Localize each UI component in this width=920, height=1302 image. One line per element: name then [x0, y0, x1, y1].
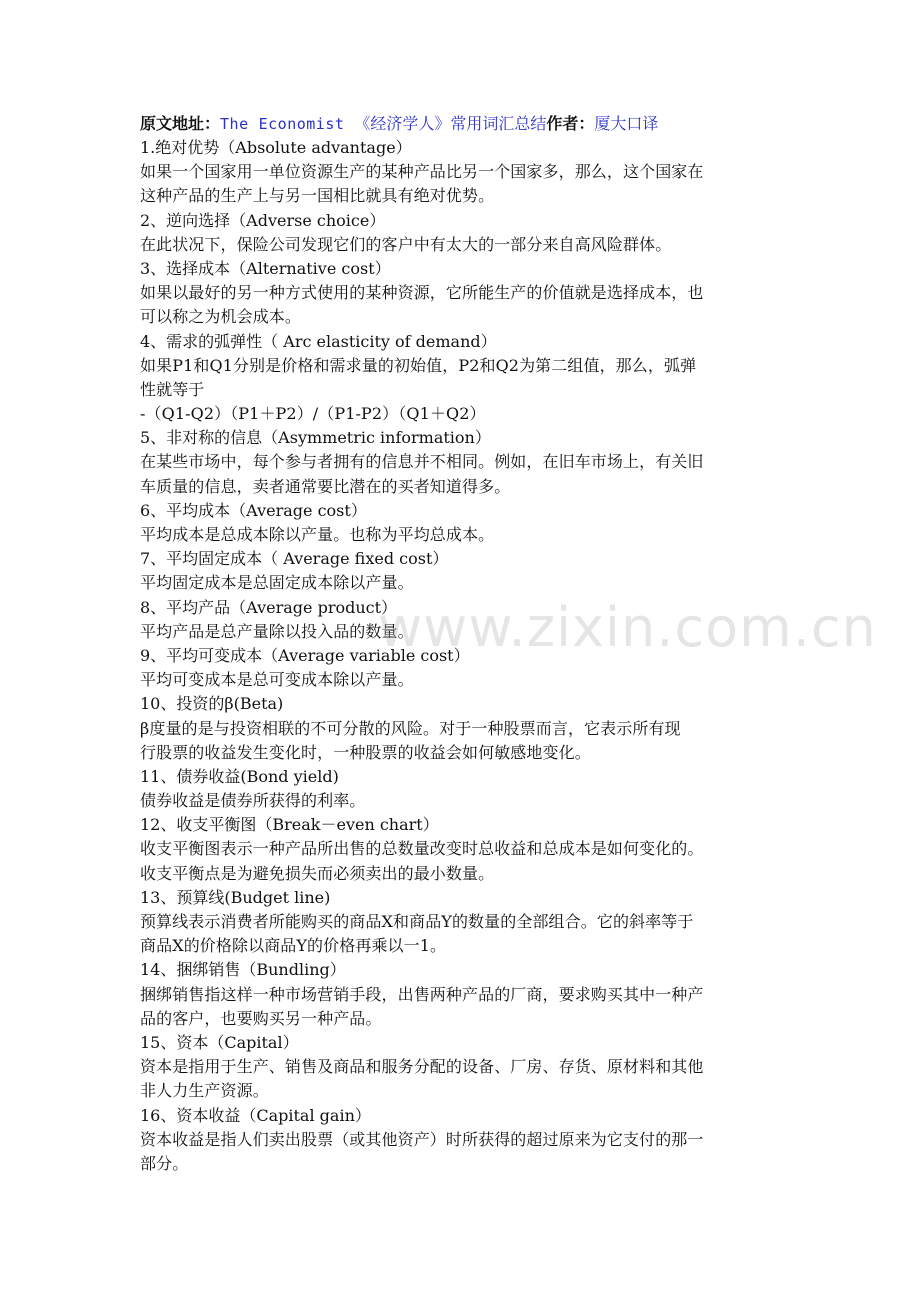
entry-definition-line: 品的客户，也要购买另一种产品。	[140, 1008, 382, 1028]
entry-term: 10、投资的β(Beta)	[140, 694, 284, 714]
glossary-entry	[140, 499, 785, 547]
glossary-entry	[140, 644, 785, 692]
source-label: 原文地址：	[140, 114, 221, 133]
glossary-entry	[140, 692, 785, 765]
entry-definition-line: 债券收益是债券所获得的利率。	[140, 791, 366, 811]
entry-definition-line: 可以称之为机会成本。	[140, 307, 302, 327]
author-name-link[interactable]: 厦大口译	[594, 114, 659, 133]
glossary-entry	[140, 426, 785, 499]
glossary-entry	[140, 1031, 785, 1104]
entry-definition-line: 商品X的价格除以商品Y的价格再乘以一1。	[140, 936, 447, 956]
entry-definition-line: 预算线表示消费者所能购买的商品X和商品Y的数量的全部组合。它的斜率等于	[140, 912, 694, 931]
entry-definition-line: 在此状况下，保险公司发现它们的客户中有太大的一部分来自高风险群体。	[140, 234, 672, 254]
entry-definition-line: 资本收益是指人们卖出股票（或其他资产）时所获得的超过原来为它支付的那一	[140, 1129, 704, 1149]
entry-term: 11、债券收益(Bond yield)	[140, 766, 339, 786]
source-title-link-economist[interactable]: Economist	[258, 115, 345, 133]
entry-definition-line: 部分。	[140, 1153, 189, 1173]
glossary-entry	[140, 209, 785, 257]
source-title-link-chinese[interactable]: 《经济学人》常用词汇总结	[354, 114, 547, 133]
entry-definition-line: -（Q1-Q2）（P1＋P2）/（P1-P2）（Q1＋Q2）	[140, 404, 486, 424]
entry-term: 4、需求的弧弹性（ Arc elasticity of demand）	[140, 331, 497, 351]
glossary-entry	[140, 958, 785, 1031]
entry-definition-line: 平均产品是总产量除以投入品的数量。	[140, 621, 414, 641]
entry-term: 3、选择成本（Alternative cost）	[140, 258, 391, 278]
entry-definition-line: 平均固定成本是总固定成本除以产量。	[140, 573, 414, 593]
glossary-entry	[140, 886, 785, 959]
entry-term: 7、平均固定成本（ Average fixed cost）	[140, 549, 449, 569]
entry-term: 12、收支平衡图（Break－even chart）	[140, 815, 439, 835]
entry-term: 15、资本（Capital）	[140, 1032, 299, 1052]
glossary-entry	[140, 547, 785, 595]
author-label: 作者：	[546, 114, 595, 133]
entry-definition-line: 捆绑销售指这样一种市场营销手段，出售两种产品的厂商，要求购买其中一种产	[140, 984, 704, 1004]
document-header	[140, 112, 785, 136]
entry-definition-line: 收支平衡图表示一种产品所出售的总数量改变时总收益和总成本是如何变化的。	[140, 839, 704, 859]
entry-definition-line: 在某些市场中，每个参与者拥有的信息并不相同。例如，在旧车市场上，有关旧	[140, 452, 704, 472]
entry-definition-line: 性就等于	[140, 379, 205, 399]
entry-term: 5、非对称的信息（Asymmetric information）	[140, 428, 491, 448]
entry-term: 8、平均产品（Average product）	[140, 597, 398, 617]
source-title-link-the[interactable]: The	[220, 115, 249, 133]
glossary-entry	[140, 1104, 785, 1177]
entry-definition-line: 这种产品的生产上与另一国相比就具有绝对优势。	[140, 186, 495, 206]
entry-definition-line: 非人力生产资源。	[140, 1081, 269, 1101]
glossary-entry	[140, 765, 785, 813]
glossary-list	[140, 136, 785, 1176]
entry-term: 13、预算线(Budget line)	[140, 887, 331, 907]
glossary-entry	[140, 813, 785, 886]
entry-definition-line: 车质量的信息，卖者通常要比潜在的买者知道得多。	[140, 476, 511, 496]
entry-definition-line: 平均可变成本是总可变成本除以产量。	[140, 670, 414, 690]
glossary-entry	[140, 596, 785, 644]
glossary-entry	[140, 257, 785, 330]
entry-definition-line: 如果以最好的另一种方式使用的某种资源，它所能生产的价值就是选择成本，也	[140, 283, 704, 303]
entry-term: 16、资本收益（Capital gain）	[140, 1105, 371, 1125]
watermark: www.zixin.com.cn	[378, 596, 877, 659]
entry-term: 1.绝对优势（Absolute advantage）	[140, 138, 412, 157]
entry-definition-line: 如果P1和Q1分别是价格和需求量的初始值，P2和Q2为第二组值，那么，弧弹	[140, 355, 697, 375]
entry-definition-line: β度量的是与投资相联的不可分散的风险。对于一种股票而言，它表示所有现	[140, 718, 681, 738]
entry-term: 9、平均可变成本（Average variable cost）	[140, 645, 470, 665]
entry-definition-line: 行股票的收益发生变化时，一种股票的收益会如何敏感地变化。	[140, 742, 591, 762]
entry-definition-line: 如果一个国家用一单位资源生产的某种产品比另一个国家多，那么，这个国家在	[140, 162, 704, 182]
glossary-entry	[140, 330, 785, 427]
document-page	[140, 112, 785, 1176]
entry-term: 14、捆绑销售（Bundling）	[140, 960, 346, 980]
entry-definition-line: 平均成本是总成本除以产量。也称为平均总成本。	[140, 525, 495, 544]
entry-definition-line: 收支平衡点是为避免损失而必须卖出的最小数量。	[140, 863, 495, 883]
entry-term: 6、平均成本（Average cost）	[140, 500, 367, 520]
glossary-entry	[140, 136, 785, 209]
entry-term: 2、逆向选择（Adverse choice）	[140, 210, 386, 230]
entry-definition-line: 资本是指用于生产、销售及商品和服务分配的设备、厂房、存货、原材料和其他	[140, 1057, 704, 1077]
